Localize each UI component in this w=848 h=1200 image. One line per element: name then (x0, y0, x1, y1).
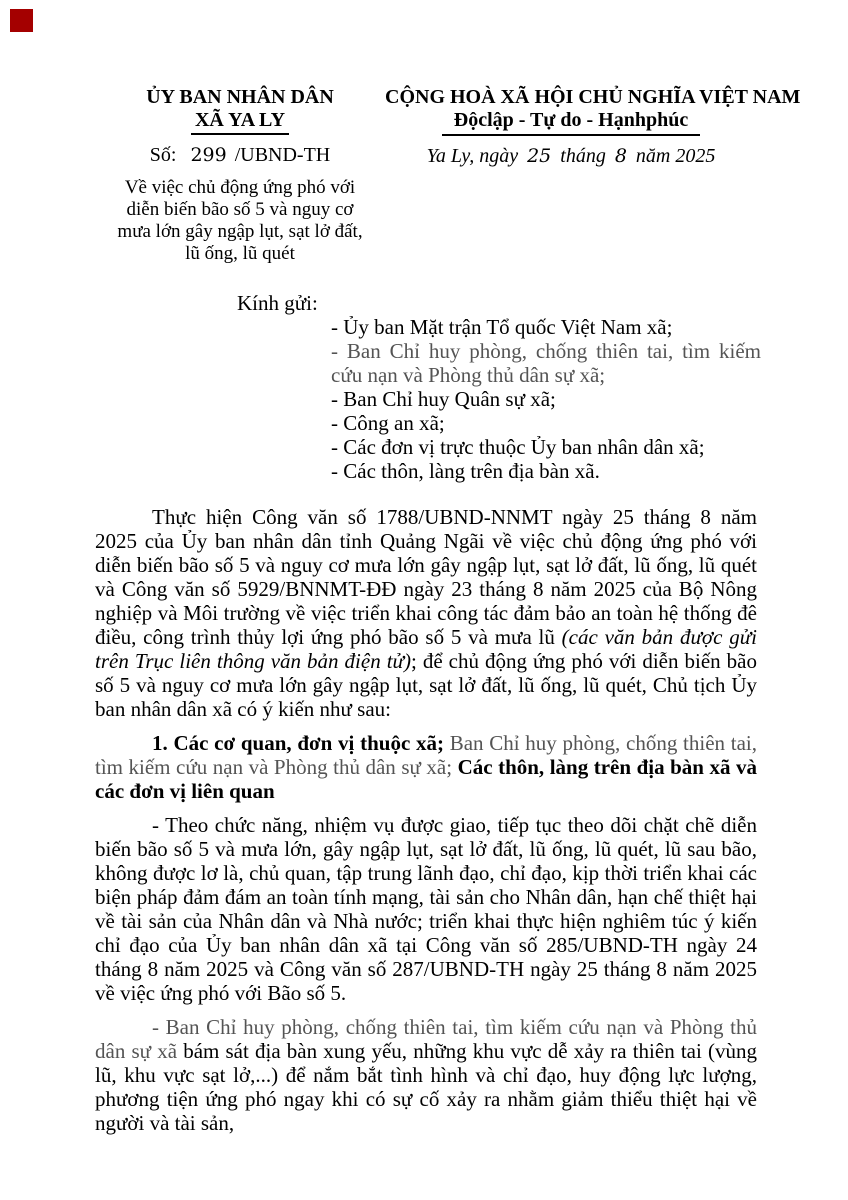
text-run-normal: Thực hiện Công văn số 1788/UBND-NNMT ngày 25 tháng 8 năm 2025 của Ủy ban nhân dân tỉnh Quảng Ngãi về việc chủ động ứng phó với diễn biến bão số 5 và nguy cơ mưa lớn gây ngập lụt, sạt lở đất, lũ ống, lũ quét và Công văn số 5929/BNNMT-ĐĐ ngày 23 tháng 8 năm 2025 của Bộ Nông nghiệp và Môi trường về việc triển khai công tác đảm bảo an toàn hệ thống đê điều, công trình thủy lợi ứng phó bão số 5 và mưa lũ (95, 505, 757, 649)
number-value: 299 (190, 144, 227, 166)
document-body (95, 505, 757, 1135)
date-line (385, 145, 757, 168)
text-run-gray: - Ban Chỉ huy phòng, chống thiên tai, tìm kiếm cứu nạn và Phòng thủ dân sự xã (95, 1015, 757, 1063)
dateline-month-label: tháng (560, 145, 606, 167)
text-run-normal: bám sát địa bàn xung yếu, những khu vực dễ xảy ra thiên tai (vùng lũ, khu vực sạt lở,...) để nắm bắt tình hình và chỉ đạo, huy động lực lượng, phương tiện ứng phó ngay khi có sự cố xảy ra nhằm giảm thiểu thiệt hại về người và tài sản, (95, 1039, 757, 1135)
recipients-list (331, 315, 761, 483)
text-run-bold: Các thôn, làng trên địa bàn xã và các đơn vị liên quan (95, 755, 757, 803)
body-paragraph (95, 505, 757, 721)
issuer-subname: XÃ YA LY (191, 109, 289, 135)
body-paragraph (95, 1015, 757, 1135)
motto-row (385, 109, 757, 136)
recipient-item: - Các thôn, làng trên địa bàn xã. (331, 459, 600, 483)
recipient-item: - Các đơn vị trực thuộc Ủy ban nhân dân xã; (331, 435, 705, 459)
dateline-place: Ya Ly, ngày (426, 145, 519, 167)
number-suffix: /UBND-TH (234, 144, 331, 166)
national-block (385, 86, 801, 265)
issuer-subname-row (95, 109, 385, 135)
recipient-item: - Ban Chỉ huy phòng, chống thiên tai, tìm kiếm cứu nạn và Phòng thủ dân sự xã; (331, 339, 761, 387)
national-motto: Độclập - Tự do - Hạnhphúc (442, 109, 700, 136)
document-number-line (95, 144, 385, 167)
red-corner-mark (10, 9, 33, 32)
text-run-italic: (các văn bản được gửi trên Trục liên thông văn bản điện tử) (95, 625, 757, 673)
dateline-day: 25 (527, 145, 552, 167)
recipient-item: - Ban Chỉ huy Quân sự xã; (331, 387, 556, 411)
body-paragraph (95, 813, 757, 1005)
issuer-block (95, 86, 385, 265)
recipient-item: - Công an xã; (331, 411, 445, 435)
dateline-year: năm 2025 (635, 145, 716, 167)
document-header (95, 86, 801, 265)
issuer-name: ỦY BAN NHÂN DÂN (146, 86, 334, 108)
national-title: CỘNG HOÀ XÃ HỘI CHỦ NGHĨA VIỆT NAM (385, 86, 801, 108)
salutation: Kính gửi: (237, 291, 318, 315)
recipient-item: - Ủy ban Mặt trận Tổ quốc Việt Nam xã; (331, 315, 673, 339)
document-content (95, 86, 801, 1145)
text-run-bold: 1. Các cơ quan, đơn vị thuộc xã; (152, 731, 450, 755)
text-run-normal: - Theo chức năng, nhiệm vụ được giao, tiếp tục theo dõi chặt chẽ diễn biến bão số 5 và mưa lớn, gây ngập lụt, sạt lở đất, lũ ống, lũ quét, lũ sau bão, không được lơ là, chủ quan, tập trung lãnh đạo, chỉ đạo, kịp thời triển khai các biện pháp đảm đám an toàn tính mạng, tài sản cho Nhân dân, hạn chế thiệt hại về tài sản của Nhân dân và Nhà nước; triển khai thực hiện nghiêm túc ý kiến chỉ đạo của Ủy ban nhân dân xã tại Công văn số 285/UBND-TH ngày 24 tháng 8 năm 2025 và Công văn số 287/UBND-TH ngày 25 tháng 8 năm 2025 về việc ứng phó với Bão số 5. (95, 813, 757, 1005)
body-paragraph (95, 731, 757, 803)
document-subject: Về việc chủ động ứng phó với diễn biến bão số 5 và nguy cơ mưa lớn gây ngập lụt, sạt lở đất, lũ ống, lũ quét (117, 177, 363, 264)
dateline-month: 8 (614, 145, 627, 167)
text-run-normal: ; để chủ động ứng phó với diễn biến bão số 5 và nguy cơ mưa lớn gây ngập lụt, sạt lở đất, lũ ống, lũ quét, Chủ tịch Ủy ban nhân dân xã có ý kiến như sau: (95, 649, 757, 721)
text-run-gray: Ban Chỉ huy phòng, chống thiên tai, tìm kiếm cứu nạn và Phòng thủ dân sự xã; (95, 731, 757, 779)
number-label: Số: (149, 144, 177, 166)
